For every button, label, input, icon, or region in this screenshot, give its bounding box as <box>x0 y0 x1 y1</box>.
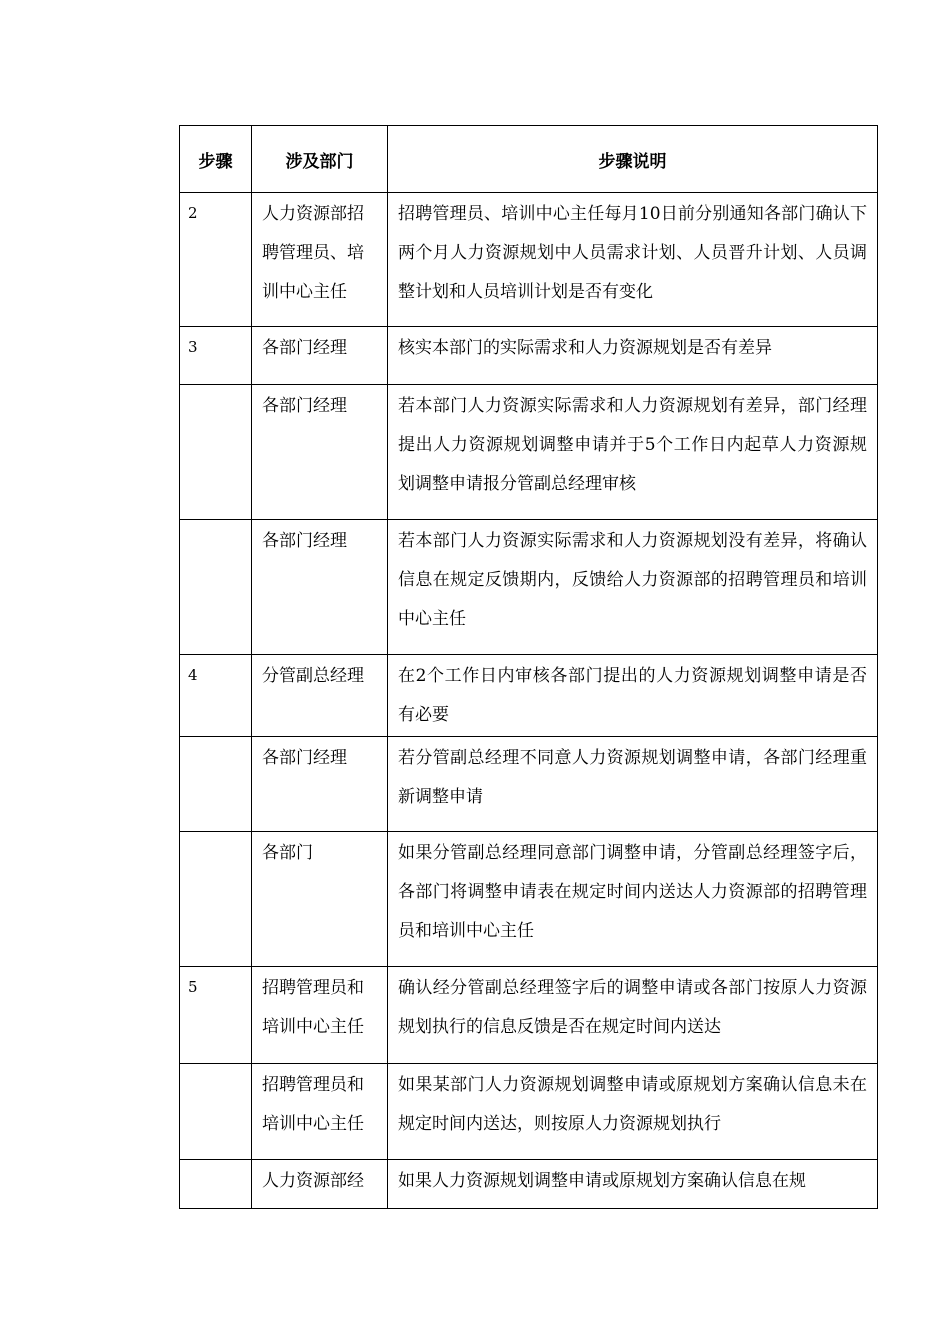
step-cell <box>180 1160 252 1209</box>
department-cell: 招聘管理员和培训中心主任 <box>252 967 388 1064</box>
description-cell: 若本部门人力资源实际需求和人力资源规划有差异，部门经理提出人力资源规划调整申请并于5个工作日内起草人力资源规划调整申请报分管副总经理审核 <box>388 385 878 520</box>
table-header-row <box>180 126 878 193</box>
table-row <box>180 520 878 655</box>
description-cell: 确认经分管副总经理签字后的调整申请或各部门按原人力资源规划执行的信息反馈是否在规定时间内送达 <box>388 967 878 1064</box>
description-cell: 如果某部门人力资源规划调整申请或原规划方案确认信息未在规定时间内送达，则按原人力资源规划执行 <box>388 1064 878 1160</box>
step-cell: 4 <box>180 655 252 737</box>
step-cell: 5 <box>180 967 252 1064</box>
department-cell: 各部门经理 <box>252 385 388 520</box>
description-cell: 招聘管理员、培训中心主任每月10日前分别通知各部门确认下两个月人力资源规划中人员需求计划、人员晋升计划、人员调整计划和人员培训计划是否有变化 <box>388 193 878 327</box>
table-row <box>180 385 878 520</box>
table-row <box>180 967 878 1064</box>
header-department: 涉及部门 <box>252 126 388 193</box>
description-cell: 若本部门人力资源实际需求和人力资源规划没有差异，将确认信息在规定反馈期内，反馈给人力资源部的招聘管理员和培训中心主任 <box>388 520 878 655</box>
table-row <box>180 832 878 967</box>
department-cell: 招聘管理员和培训中心主任 <box>252 1064 388 1160</box>
table-row <box>180 193 878 327</box>
step-cell <box>180 520 252 655</box>
step-cell <box>180 1064 252 1160</box>
table-row <box>180 1064 878 1160</box>
header-description: 步骤说明 <box>388 126 878 193</box>
department-cell: 人力资源部招聘管理员、培训中心主任 <box>252 193 388 327</box>
department-cell: 各部门经理 <box>252 520 388 655</box>
step-cell: 3 <box>180 327 252 385</box>
table-row <box>180 1160 878 1209</box>
procedure-table <box>179 125 878 1209</box>
description-cell: 在2个工作日内审核各部门提出的人力资源规划调整申请是否有必要 <box>388 655 878 737</box>
description-cell: 如果分管副总经理同意部门调整申请，分管副总经理签字后，各部门将调整申请表在规定时间内送达人力资源部的招聘管理员和培训中心主任 <box>388 832 878 967</box>
department-cell: 各部门经理 <box>252 327 388 385</box>
description-cell: 核实本部门的实际需求和人力资源规划是否有差异 <box>388 327 878 385</box>
description-cell: 如果人力资源规划调整申请或原规划方案确认信息在规 <box>388 1160 878 1209</box>
department-cell: 各部门 <box>252 832 388 967</box>
table-row <box>180 327 878 385</box>
step-cell <box>180 832 252 967</box>
step-cell: 2 <box>180 193 252 327</box>
department-cell: 人力资源部经 <box>252 1160 388 1209</box>
description-cell: 若分管副总经理不同意人力资源规划调整申请，各部门经理重新调整申请 <box>388 737 878 832</box>
header-step: 步骤 <box>180 126 252 193</box>
table-row <box>180 737 878 832</box>
department-cell: 分管副总经理 <box>252 655 388 737</box>
department-cell: 各部门经理 <box>252 737 388 832</box>
step-cell <box>180 385 252 520</box>
step-cell <box>180 737 252 832</box>
table-row <box>180 655 878 737</box>
